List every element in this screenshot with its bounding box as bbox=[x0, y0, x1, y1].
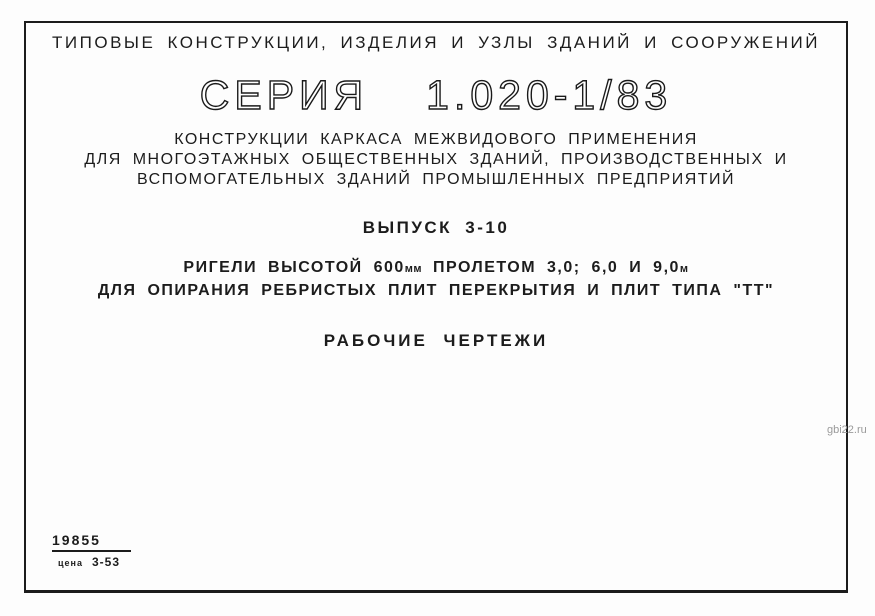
subject-line-2: ДЛЯ ОПИРАНИЯ РЕБРИСТЫХ ПЛИТ ПЕРЕКРЫТИЯ И ПЛИТ ТИПА "ТТ" bbox=[97, 282, 775, 299]
span-spec-text: ПРОЛЕТОМ 3,0; 6,0 И 9,0 bbox=[422, 259, 680, 276]
title-line-1: КОНСТРУКЦИИ КАРКАСА МЕЖВИДОВОГО ПРИМЕНЕНИЯ bbox=[174, 131, 698, 148]
unit-mm: мм bbox=[404, 263, 423, 275]
subject-line-1 bbox=[24, 257, 848, 280]
beam-spec-text: РИГЕЛИ ВЫСОТОЙ 600 bbox=[183, 259, 405, 276]
inventory-number: 19855 bbox=[52, 532, 131, 552]
subject-description bbox=[24, 257, 848, 301]
unit-m: м bbox=[679, 263, 689, 275]
price-label: цена bbox=[58, 558, 83, 568]
issue-number: ВЫПУСК 3-10 bbox=[362, 218, 510, 237]
document-title bbox=[24, 130, 848, 190]
price-row bbox=[58, 555, 131, 569]
price-value: 3-53 bbox=[91, 555, 121, 569]
site-watermark: gbi22.ru bbox=[827, 424, 867, 436]
title-line-2: ДЛЯ МНОГОЭТАЖНЫХ ОБЩЕСТВЕННЫХ ЗДАНИЙ, ПРОИЗВОДСТВЕННЫХ И bbox=[84, 151, 788, 168]
inventory-stamp bbox=[52, 532, 131, 569]
series-number: 1.020-1/83 bbox=[426, 72, 673, 118]
working-drawings-label: РАБОЧИЕ ЧЕРТЕЖИ bbox=[323, 331, 549, 350]
series-title bbox=[24, 72, 848, 119]
classification-header: ТИПОВЫЕ КОНСТРУКЦИИ, ИЗДЕЛИЯ И УЗЛЫ ЗДАНИЙ И СООРУЖЕНИЙ bbox=[52, 33, 820, 52]
series-label: СЕРИЯ bbox=[199, 72, 369, 118]
title-line-3: ВСПОМОГАТЕЛЬНЫХ ЗДАНИЙ ПРОМЫШЛЕННЫХ ПРЕДПРИЯТИЙ bbox=[136, 171, 736, 188]
